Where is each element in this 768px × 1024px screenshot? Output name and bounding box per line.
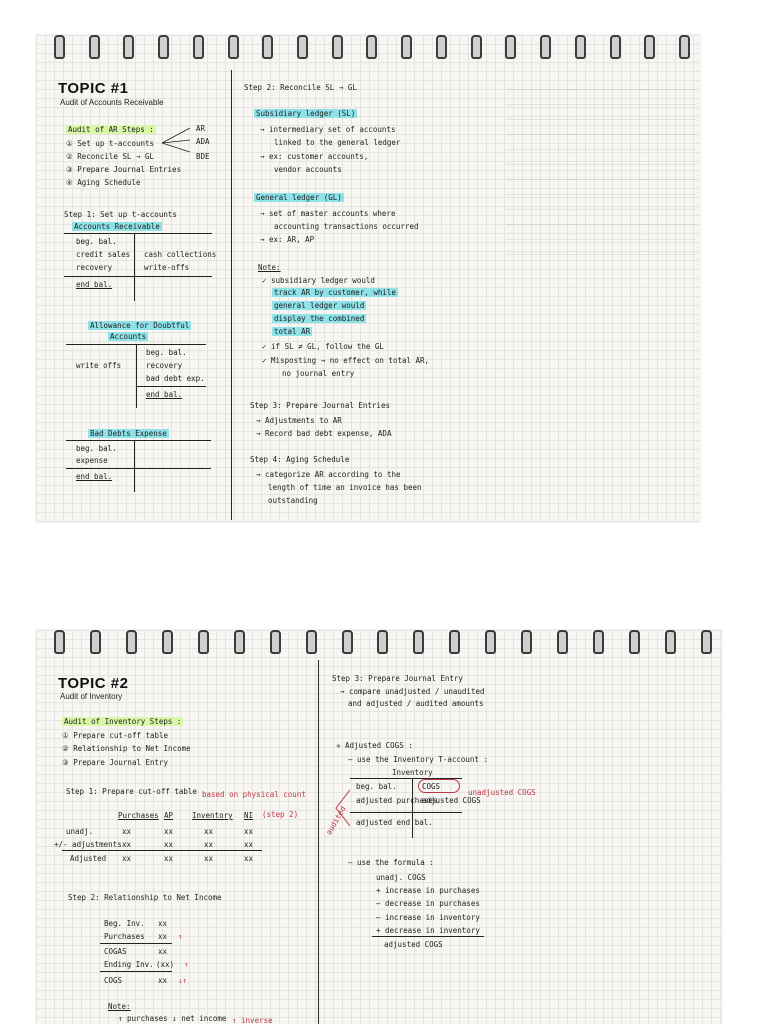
inventory-step-item: ③ Prepare Journal Entry xyxy=(62,758,169,767)
spiral-ring xyxy=(701,630,712,654)
ar-step-item: ② Reconcile SL → GL xyxy=(66,152,155,161)
step1-heading: Step 1: Prepare cut-off table xyxy=(66,787,197,796)
step1-heading: Step 1: Set up t-accounts xyxy=(64,210,177,219)
inverse-annotation: ↑ inverse xyxy=(232,1016,273,1024)
ar-left-entry: beg. bal. xyxy=(76,237,117,246)
ada-right-entry: end bal. xyxy=(146,390,183,399)
arrows-icon: ↓↑ xyxy=(178,976,188,985)
cell: xx xyxy=(244,854,254,863)
inventory-step-item: ① Prepare cut-off table xyxy=(62,731,169,740)
page-title: TOPIC #2 xyxy=(58,675,129,692)
cell: xx xyxy=(204,840,214,849)
spiral-ring xyxy=(123,35,134,59)
row-label: unadj. xyxy=(66,827,94,836)
branch-label: AR xyxy=(196,124,206,133)
note-line: no journal entry xyxy=(282,369,355,378)
formula-line: + increase in purchases xyxy=(376,886,480,895)
up-arrow-icon: ↑ xyxy=(184,960,189,969)
inventory-right-entry: COGS xyxy=(422,782,441,791)
page-title: TOPIC #1 xyxy=(58,80,129,97)
step3-line: → compare unadjusted / unaudited xyxy=(340,687,485,696)
spiral-ring xyxy=(90,630,101,654)
inventory-right-entry: adjusted COGS xyxy=(422,796,481,805)
spiral-ring xyxy=(342,630,353,654)
branch-label: BDE xyxy=(196,152,210,161)
ni-row-label: COGAS xyxy=(104,947,127,956)
taccount-top-line xyxy=(66,440,211,441)
taccount-total-line xyxy=(136,386,206,387)
spiral-ring xyxy=(540,35,551,59)
inventory-left-entry: adjusted end bal. xyxy=(356,818,433,827)
highlight-circle xyxy=(418,779,460,793)
formula-result: adjusted COGS xyxy=(384,940,443,949)
up-arrow-icon: ↑ xyxy=(178,932,183,941)
spiral-ring xyxy=(629,630,640,654)
spiral-ring xyxy=(521,630,532,654)
sl-line: → ex: customer accounts, xyxy=(260,152,369,161)
spiral-ring xyxy=(228,35,239,59)
branch-brace-icon xyxy=(160,123,196,157)
spiral-ring xyxy=(665,630,676,654)
spiral-ring xyxy=(436,35,447,59)
taccount-divider xyxy=(412,778,413,838)
ada-taccount-title: Allowance for Doubtful xyxy=(90,321,190,330)
spiral-binding xyxy=(54,35,690,57)
cell: xx xyxy=(164,840,174,849)
sl-line: vendor accounts xyxy=(274,165,342,174)
note-line: total AR xyxy=(274,327,311,336)
formula-line: — decrease in purchases xyxy=(376,899,480,908)
spiral-ring xyxy=(262,35,273,59)
ar-taccount-title: Accounts Receivable xyxy=(74,222,160,231)
sl-heading: Subsidiary ledger (SL) xyxy=(256,109,356,118)
row-label: Adjusted xyxy=(70,854,107,863)
spiral-ring xyxy=(366,35,377,59)
spiral-ring xyxy=(89,35,100,59)
page-subtitle: Audit of Accounts Receivable xyxy=(60,98,164,107)
gl-line: → ex: AR, AP xyxy=(260,235,315,244)
ni-row-label: Ending Inv. xyxy=(104,960,154,969)
inventory-taccount-title: Inventory xyxy=(392,768,433,777)
cell: xx xyxy=(122,840,132,849)
step3-heading: Step 3: Prepare Journal Entries xyxy=(250,401,390,410)
gl-line: accounting transactions occurred xyxy=(274,222,419,231)
taccount-total-line xyxy=(350,812,462,813)
spiral-ring xyxy=(198,630,209,654)
column-divider xyxy=(231,70,232,520)
ni-row-value: xx xyxy=(158,947,168,956)
gl-heading: General ledger (GL) xyxy=(256,193,342,202)
ar-left-entry: recovery xyxy=(76,263,113,272)
spiral-ring xyxy=(644,35,655,59)
spiral-ring xyxy=(401,35,412,59)
notebook-page-topic-1 xyxy=(36,35,700,522)
notebook-page-topic-2 xyxy=(36,630,722,1024)
spiral-ring xyxy=(270,630,281,654)
taccount-top-line xyxy=(64,233,212,234)
ar-step-item: ③ Prepare Journal Entries xyxy=(66,165,182,174)
inventory-left-entry: beg. bal. xyxy=(356,782,397,791)
ada-right-entry: beg. bal. xyxy=(146,348,187,357)
step3-line: and adjusted / audited amounts xyxy=(348,699,484,708)
sl-line: linked to the general ledger xyxy=(274,138,401,147)
step4-heading: Step 4: Aging Schedule xyxy=(250,455,350,464)
taccount-divider xyxy=(134,440,135,492)
formula-line: unadj. COGS xyxy=(376,873,426,882)
cell: xx xyxy=(122,854,132,863)
ar-left-entry: end bal. xyxy=(76,280,113,289)
inventory-left-entry: adjusted purchases xyxy=(356,796,438,805)
ar-steps-heading: Audit of AR Steps : xyxy=(68,125,154,134)
inventory-steps-heading: Audit of Inventory Steps : xyxy=(64,717,182,726)
taccount-divider xyxy=(136,344,137,408)
cell: xx xyxy=(122,827,132,836)
spiral-ring xyxy=(679,35,690,59)
column-header: NI xyxy=(244,811,254,820)
spiral-binding xyxy=(54,630,712,652)
spiral-ring xyxy=(575,35,586,59)
formula-line: — increase in inventory xyxy=(376,913,480,922)
spiral-ring xyxy=(485,630,496,654)
ada-right-entry: bad debt exp. xyxy=(146,374,205,383)
ar-right-entry: cash collections xyxy=(144,250,217,259)
taccount-total-line xyxy=(66,468,211,469)
spiral-ring xyxy=(332,35,343,59)
cell: xx xyxy=(164,854,174,863)
note-label: Note: xyxy=(108,1002,131,1011)
subtotal-line xyxy=(100,943,172,944)
step-reference-annotation: (step 2) xyxy=(262,810,299,819)
formula-instruction: — use the formula : xyxy=(348,858,434,867)
cell: xx xyxy=(244,827,254,836)
spiral-ring xyxy=(593,630,604,654)
physical-count-annotation: based on physical count xyxy=(202,790,306,799)
bde-left-entry: end bal. xyxy=(76,472,113,481)
ni-row-value: xx xyxy=(158,932,168,941)
spiral-ring xyxy=(377,630,388,654)
step4-line: length of time an invoice has been xyxy=(268,483,422,492)
inventory-step-item: ② Relationship to Net Income xyxy=(62,744,191,753)
spiral-ring xyxy=(471,35,482,59)
taccount-total-line xyxy=(64,276,212,277)
column-header: Purchases xyxy=(118,811,159,820)
column-header: Inventory xyxy=(192,811,233,820)
ada-left-entry: write offs xyxy=(76,361,122,370)
page-subtitle: Audit of Inventory xyxy=(60,692,123,701)
spiral-ring xyxy=(193,35,204,59)
note-label: Note: xyxy=(258,263,281,272)
bde-left-entry: expense xyxy=(76,456,108,465)
step3-line: → Record bad debt expense, ADA xyxy=(256,429,392,438)
cell: xx xyxy=(244,840,254,849)
note-line: display the combined xyxy=(274,314,365,323)
ni-row-value: (xx) xyxy=(156,960,175,969)
spiral-ring xyxy=(449,630,460,654)
spiral-ring xyxy=(54,630,65,654)
step2-heading: Step 2: Reconcile SL → GL xyxy=(244,83,357,92)
table-total-line xyxy=(62,850,262,851)
ada-taccount-title: Accounts xyxy=(110,332,147,341)
ni-row-label: Beg. Inv. xyxy=(104,919,145,928)
column-divider xyxy=(318,660,319,1024)
spiral-ring xyxy=(413,630,424,654)
spiral-ring xyxy=(297,35,308,59)
step4-line: → categorize AR according to the xyxy=(256,470,401,479)
bde-taccount-title: Bad Debts Expense xyxy=(90,429,167,438)
step3-heading: Step 3: Prepare Journal Entry xyxy=(332,674,463,683)
formula-line: + decrease in inventory xyxy=(376,926,480,935)
note-line: general ledger would xyxy=(274,301,365,310)
ni-row-label: COGS xyxy=(104,976,123,985)
sl-line: → intermediary set of accounts xyxy=(260,125,396,134)
cell: xx xyxy=(204,827,214,836)
column-header: AP xyxy=(164,811,174,820)
ni-row-value: xx xyxy=(158,976,168,985)
bracket-arrow-icon xyxy=(332,788,352,828)
taccount-divider xyxy=(134,233,135,301)
cell: xx xyxy=(204,854,214,863)
spiral-ring xyxy=(610,35,621,59)
step4-line: outstanding xyxy=(268,496,318,505)
step3-line: → Adjustments to AR xyxy=(256,416,342,425)
unadjusted-cogs-annotation: unadjusted COGS xyxy=(468,788,536,797)
taccount-instruction: — use the Inventory T-account : xyxy=(348,755,488,764)
ar-left-entry: credit sales xyxy=(76,250,131,259)
spiral-ring xyxy=(505,35,516,59)
ni-row-value: xx xyxy=(158,919,168,928)
step2-heading: Step 2: Relationship to Net Income xyxy=(68,893,222,902)
note-line: ✓ if SL ≠ GL, follow the GL xyxy=(262,342,384,351)
bleed-through xyxy=(506,75,696,505)
subtotal-line xyxy=(100,971,172,972)
ni-row-label: Purchases xyxy=(104,932,145,941)
bde-left-entry: beg. bal. xyxy=(76,444,117,453)
audited-annotation: audited xyxy=(324,804,348,837)
note-line: track AR by customer, while xyxy=(274,288,396,297)
ar-step-item: ④ Aging Schedule xyxy=(66,178,141,187)
ada-right-entry: recovery xyxy=(146,361,183,370)
spiral-ring xyxy=(234,630,245,654)
ar-right-entry: write-offs xyxy=(144,263,190,272)
formula-total-line xyxy=(372,936,484,937)
spiral-ring xyxy=(54,35,65,59)
note-line: ✓ subsidiary ledger would xyxy=(262,276,375,285)
adjusted-cogs-heading: ✳ Adjusted COGS : xyxy=(336,741,413,750)
note-line: ↑ purchases ↓ net income xyxy=(118,1014,227,1023)
ar-step-item: ① Set up t-accounts xyxy=(66,139,155,148)
branch-label: ADA xyxy=(196,137,210,146)
row-label: +/- adjustments xyxy=(54,840,122,849)
spiral-ring xyxy=(162,630,173,654)
spiral-ring xyxy=(557,630,568,654)
gl-line: → set of master accounts where xyxy=(260,209,396,218)
spiral-ring xyxy=(126,630,137,654)
spiral-ring xyxy=(306,630,317,654)
cell: xx xyxy=(164,827,174,836)
note-line: ✓ Misposting → no effect on total AR, xyxy=(262,356,430,365)
spiral-ring xyxy=(158,35,169,59)
